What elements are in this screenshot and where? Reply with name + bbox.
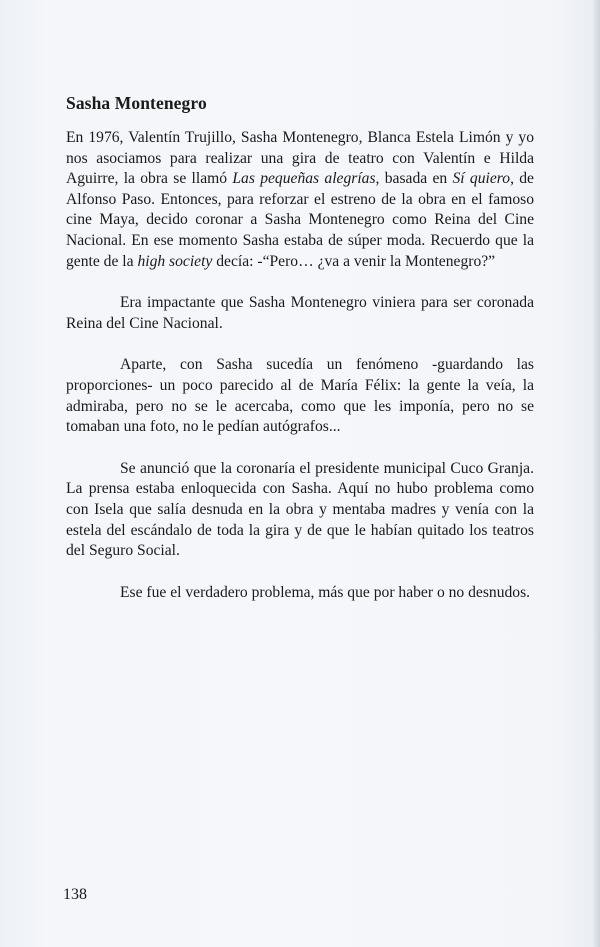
paragraph-text: En 1976, Valentín Trujillo, Sasha Montenegro, Blanca Estela Limón y yo nos asociamos para realizar una gira de teatro con Valentín e Hilda Aguirre, la obra se llamó [66, 129, 534, 188]
paragraph-text: Aparte, con Sasha sucedía un fenómeno -guardando las proporciones- un poco parecido al de María Félix: la gente la veía, la admiraba, pero no se le acercaba, como que les imponía, pero no se tomaban una foto, no le pedían autógrafos... [66, 356, 534, 436]
paragraph-5 [66, 583, 534, 604]
paragraph-2 [66, 293, 534, 334]
paragraph-text: decía: -“Pero… ¿va a venir la Montenegro?” [212, 252, 496, 270]
paragraph-text: Ese fue el verdadero problema, más que por haber o no desnudos. [120, 583, 531, 601]
book-title-si-quiero: Sí quiero [452, 170, 511, 188]
paragraph-text: Se anunció que la coronaría el presidente municipal Cuco Granja. La prensa estaba enloquecida con Sasha. Aquí no hubo problema como con Isela que salía desnuda en la obra y mentaba madres y venía con la estela del escándalo de toda la gira y de que le habían quitado los teatros del Seguro Social. [66, 459, 534, 560]
paragraph-1 [66, 128, 534, 272]
paragraph-3 [66, 355, 534, 437]
paragraph-text: , basada en [375, 170, 453, 188]
page-edge-shadow [592, 0, 600, 947]
paragraph-text: , de Alfonso Paso. Entonces, para reforzar el estreno de la obra en el famoso cine Maya, decido coronar a Sasha Montenegro como Reina del Cine Nacional. En ese momento Sasha estaba de súper moda. Recuerdo que la gente de la [66, 170, 534, 270]
paragraph-text: Era impactante que Sasha Montenegro viniera para ser coronada Reina del Cine Nacional. [66, 294, 534, 332]
page-content [66, 93, 534, 624]
section-heading: Sasha Montenegro [66, 93, 207, 113]
paragraph-4 [66, 459, 534, 562]
italic-phrase-high-society: high society [137, 252, 213, 270]
page-number: 138 [63, 886, 87, 903]
book-title-las-pequenas-alegrias: Las pequeñas alegrías [232, 170, 376, 188]
